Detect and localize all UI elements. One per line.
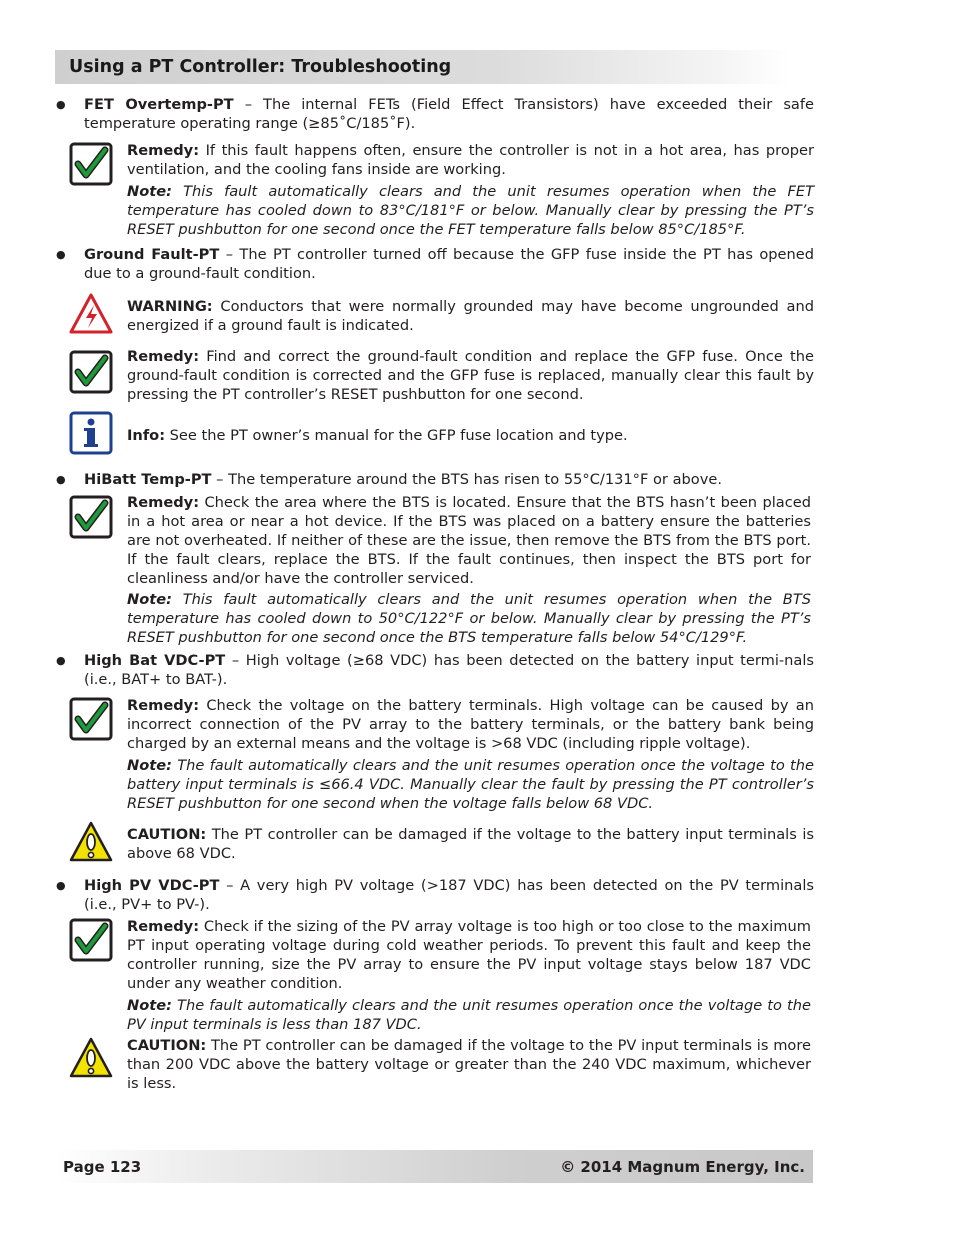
note-text: The fault automatically clears and the unit resumes operation once the voltage to the battery input terminals is ≤66.4 VDC. Manually clear the fault by pressing the PT controller’s RESET pushbutton for one second when the voltage falls below 68 VDC. [127, 757, 814, 812]
note-label: Note: [127, 997, 172, 1014]
note-paragraph [127, 756, 814, 813]
remedy-text: Check the area where the BTS is located. Ensure that the BTS hasn’t been placed in a hot area or near a hot device. If the BTS was placed on a battery ensure the batteries are not overheated. If neither of these are the issue, then remove the BTS from the BTS port. If the fault clears, replace the BTS. If the fault continues, then inspect the BTS port for cleanliness and/or have the controller serviced. [127, 494, 811, 587]
checkmark-icon [69, 495, 113, 539]
note-text: This fault automatically clears and the unit resumes operation when the BTS temperature has cooled down to 50°C/122°F or below. Manually clear by pressing the PT’s RESET pushbutton for one second once the BTS temperature falls below 54°C/129°F. [127, 591, 811, 646]
bullet-dot [56, 95, 68, 114]
remedy-text: Find and correct the ground-fault condition and replace the GFP fuse. Once the ground-fault condition is corrected and the GFP fuse is replaced, manually clear this fault by pressing the PT controller’s RESET pushbutton for one second. [127, 348, 814, 403]
warning-text: Conductors that were normally grounded may have become ungrounded and energized if a ground fault is indicated. [127, 298, 814, 334]
note-paragraph [127, 590, 811, 647]
info-icon [69, 411, 113, 455]
caution-icon [69, 820, 113, 864]
caution-text: The PT controller can be damaged if the voltage to the PV input terminals is more than 200 VDC above the battery voltage or greater than the 240 VDC maximum, whichever is less. [127, 1037, 811, 1092]
caution-icon [69, 1036, 113, 1080]
fault-description: – The PT controller turned off because the GFP fuse inside the PT has opened due to a ground-fault condition. [84, 246, 815, 282]
bullet-dot [56, 245, 68, 264]
note-text: The fault automatically clears and the unit resumes operation once the voltage to the PV input terminals is less than 187 VDC. [127, 997, 811, 1033]
fault-term: Ground Fault-PT [84, 246, 220, 263]
fault-term: HiBatt Temp-PT [84, 471, 212, 488]
caution-label: CAUTION: [127, 1037, 207, 1054]
fault-hibatt-temp [84, 470, 814, 489]
checkmark-icon [69, 918, 113, 962]
caution-text: The PT controller can be damaged if the voltage to the battery input terminals is above 68 VDC. [127, 826, 814, 862]
section-header [55, 50, 790, 84]
remedy-text: If this fault happens often, ensure the controller is not in a hot area, has proper ventilation, and the cooling fans inside are working. [127, 142, 814, 178]
warning-icon [69, 292, 113, 336]
remedy-paragraph [127, 696, 814, 753]
info-text: See the PT owner’s manual for the GFP fuse location and type. [165, 427, 628, 444]
fault-description: – The temperature around the BTS has risen to 55°C/131°F or above. [211, 471, 722, 488]
remedy-paragraph [127, 917, 811, 993]
note-label: Note: [127, 757, 172, 774]
remedy-paragraph [127, 347, 814, 404]
remedy-text: Check the voltage on the battery terminals. High voltage can be caused by an incorrect connection of the PV array to the battery terminals, or the battery bank being charged by an external means and the voltage is >68 VDC (including ripple voltage). [127, 697, 814, 752]
remedy-label: Remedy: [127, 142, 200, 159]
checkmark-icon [69, 350, 113, 394]
remedy-label: Remedy: [127, 697, 200, 714]
note-label: Note: [127, 183, 172, 200]
bullet-dot [56, 876, 68, 895]
remedy-label: Remedy: [127, 494, 200, 511]
fault-high-pv-vdc [84, 876, 814, 914]
caution-paragraph [127, 1036, 811, 1093]
bullet-dot [56, 651, 68, 670]
page-title: Using a PT Controller: Troubleshooting [69, 57, 452, 77]
fault-term: FET Overtemp-PT [84, 96, 234, 113]
remedy-paragraph [127, 493, 811, 588]
fault-description: – High voltage (≥68 VDC) has been detected on the battery input termi-nals (i.e., BAT+ to BAT-). [84, 652, 814, 688]
note-paragraph [127, 182, 814, 239]
fault-term: High PV VDC-PT [84, 877, 220, 894]
remedy-paragraph [127, 141, 814, 179]
note-paragraph [127, 996, 811, 1034]
checkmark-icon [69, 697, 113, 741]
info-paragraph [127, 426, 814, 445]
warning-label: WARNING: [127, 298, 213, 315]
caution-paragraph [127, 825, 814, 863]
remedy-text: Check if the sizing of the PV array voltage is too high or too close to the maximum PT input operating voltage during cold weather periods. To prevent this fault and keep the controller running, size the PV array to ensure the PV input voltage stays below 187 VDC under any weather condition. [127, 918, 811, 992]
remedy-label: Remedy: [127, 348, 200, 365]
note-text: This fault automatically clears and the unit resumes operation when the FET temperature has cooled down to 83°C/181°F or below. Manually clear by pressing the PT’s RESET pushbutton for one second once the FET temperature falls below 85°C/185°F. [127, 183, 814, 238]
fault-description: – The internal FETs (Field Effect Transistors) have exceeded their safe temperature operating range (≥85˚C/185˚F). [84, 96, 814, 132]
fault-fet-overtemp [84, 95, 814, 133]
page-number: Page 123 [63, 1158, 142, 1176]
fault-ground-fault [84, 245, 814, 283]
warning-paragraph [127, 297, 814, 335]
fault-high-bat-vdc [84, 651, 814, 689]
note-label: Note: [127, 591, 172, 608]
fault-description: – A very high PV voltage (>187 VDC) has been detected on the PV terminals (i.e., PV+ to PV-). [84, 877, 814, 913]
checkmark-icon [69, 142, 113, 186]
bullet-dot [56, 470, 68, 489]
remedy-label: Remedy: [127, 918, 200, 935]
fault-term: High Bat VDC-PT [84, 652, 226, 669]
page-footer [55, 1150, 813, 1183]
info-label: Info: [127, 427, 166, 444]
caution-label: CAUTION: [127, 826, 207, 843]
copyright: © 2014 Magnum Energy, Inc. [560, 1158, 805, 1176]
